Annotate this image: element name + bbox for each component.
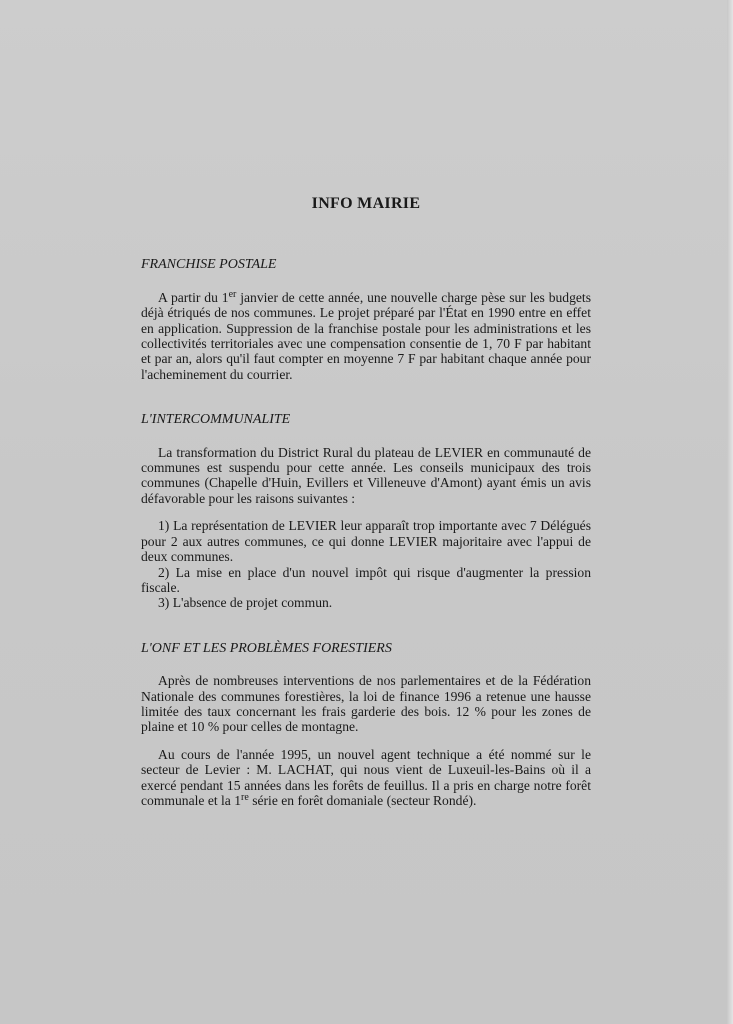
list-item: 1) La représentation de LEVIER leur apparaît trop importante avec 7 Délégués pour 2 aux autres communes, ce qui donne LEVIER majoritaire avec l'appui de deux communes. xyxy=(141,518,591,565)
reasons-list xyxy=(141,518,591,610)
paragraph-onf-1: Après de nombreuses interventions de nos parlementaires et de la Fédération Nationale des communes forestières, la loi de finance 1996 a retenue une hausse limitée des taux concernant les frais garderie des bois. 12 % pour les zones de plaine et 10 % pour celles de montagne. xyxy=(141,673,591,735)
section-heading-onf: L'ONF ET LES PROBLÈMES FORESTIERS xyxy=(141,640,392,656)
superscript: re xyxy=(241,791,249,803)
list-item: 3) L'absence de projet commun. xyxy=(158,595,333,611)
paragraph-onf-2 xyxy=(141,747,591,809)
text-run: A partir du 1 xyxy=(158,289,229,305)
document-body xyxy=(141,196,591,808)
list-item: 2) La mise en place d'un nouvel impôt qui risque d'augmenter la pression fiscale. xyxy=(141,564,591,595)
section-heading-franchise-postale: FRANCHISE POSTALE xyxy=(141,257,277,273)
text-run: janvier de cette année, une nouvelle charge pèse sur les budgets déjà étriqués de nos communes. Le projet préparé par l'État en 1990 entre en effet en application. Suppression de la franchise postale pour les administrations et les collectivités territoriales avec une compensation consentie de 1, 70 F par habitant et par an, alors qu'il faut compter en moyenne 7 F par habitant chaque année pour l'acheminement du courrier. xyxy=(141,289,591,382)
text-run: série en forêt domaniale (secteur Rondé). xyxy=(248,792,477,808)
page-title: INFO MAIRIE xyxy=(311,195,421,212)
text-run: Au cours de l'année 1995, un nouvel agent technique a été nommé sur le secteur de Levier : M. LACHAT, qui nous vient de Luxeuil-les-Bains où il a exercé pendant 15 années dans les forêts de feuillus. Il a pris en charge notre forêt communale et la 1 xyxy=(141,746,591,808)
paragraph-franchise-postale xyxy=(141,290,591,382)
paragraph-intercommunalite: La transformation du District Rural du plateau de LEVIER en communauté de communes est suspendu pour cette année. Les conseils municipaux des trois communes (Chapelle d'Huin, Evillers et Villeneuve d'Amont) ayant émis un avis défavorable pour les raisons suivantes : xyxy=(141,444,591,506)
superscript: er xyxy=(228,288,237,300)
section-heading-intercommunalite: L'INTERCOMMUNALITE xyxy=(141,412,291,428)
